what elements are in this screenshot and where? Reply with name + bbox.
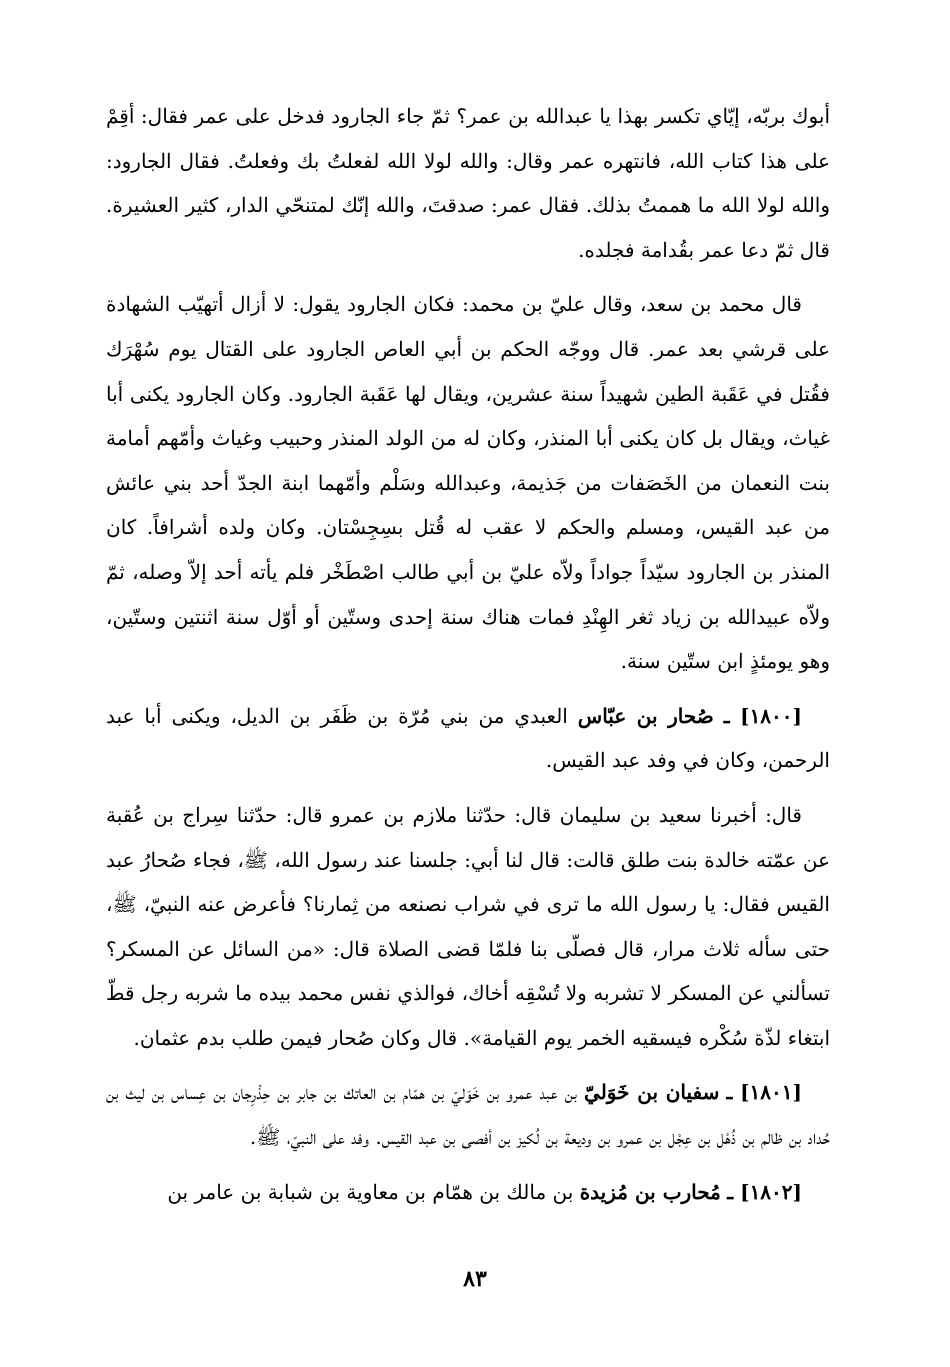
paragraph-umar-judgement — [106, 94, 830, 272]
paragraph-text: أبوك بربّه، إيّاي تكسر بهذا يا عبدالله بن عمر؟ ثمّ جاء الجارود فدخل على عمر فقال: أقِمْ على هذا كتاب الله، فانتهره عمر وقال: والله لولا الله لفعلتُ بك وفعلتُ. فقال الجارود: والله لولا الله ما هممتُ بذلك. فقال عمر: صدقتَ، والله إنّك لمتنحّي الدار، كثير العشيرة. قال ثمّ دعا عمر بقُدامة فجلده. — [106, 104, 831, 262]
paragraph-suhar-hadith — [106, 793, 830, 1061]
entry-text: بن عبد عمرو بن خَوَليّ بن همّام بن العاتك بن جابر بن حِذْرِجان بن عِساس بن ليث بن حُداد بن ظالم بن ذُهْل بن عِجْل بن عمرو بن وديعة بن لُكيز بن أفصى بن عبد القيس. وفد على النبيّ، ﷺ. — [106, 1080, 830, 1150]
entry-text: العبدي من بني مُرّة بن ظَفَر بن الديل، ويكنى أبا عبد الرحمن، وكان في وفد عبد القيس. — [106, 703, 830, 773]
entry-name: صُحار بن عبّاس — [577, 703, 714, 728]
paragraph-text: قال: أخبرنا سعيد بن سليمان قال: حدّثنا ملازم بن عمرو قال: حدّثنا سِراج بن عُقبة عن عمّته خالدة بنت طلق قالت: قال لنا أبي: جلسنا عند رسول الله، ﷺ، فجاء صُحارُ عبد القيس فقال: يا رسول الله ما ترى في شراب نصنعه من ثِمارنا؟ فأعرض عنه النبيّ، ﷺ، حتى سأله ثلاث مرار، قال فصلّى بنا فلمّا قضى الصلاة قال: «من السائل عن المسكر؟ تسألني عن المسكر لا تشربه ولا تُسْقِه أخاك، فوالذي نفس محمد بيده ما شربه رجل قطّ ابتغاء لذّة سُكْره فيسقيه الخمر يوم القيامة». قال وكان صُحار فيمن طلب بدم عثمان. — [106, 802, 830, 1050]
entry-name: سفيان بن خَوَليّ — [584, 1080, 720, 1105]
paragraph-text: قال محمد بن سعد، وقال عليّ بن محمد: فكان الجارود يقول: لا أزال أتهيّب الشهادة على قرشي بعد عمر. قال ووجّه الحكم بن أبي العاص الجارود على القتال يوم سُهْرَك فقُتل في عَقَبة الطين شهيداً سنة عشرين، ويقال لها عَقَبة الجارود. وكان الجارود يكنى أبا غياث، ويقال بل كان يكنى أبا المنذر، وكان له من الولد المنذر وحبيب وغياث وأمّهم أمامة بنت النعمان من الخَصَفات من جَذيمة، وعبدالله وسَلْم وأمّهما ابنة الجدّ أحد بني عائش من عبد القيس، ومسلم والحكم لا عقب له قُتل بسِجِسْتان. وكان ولده أشرافاً. كان المنذر بن الجارود سيّداً جواداً ولاّه عليّ بن أبي طالب اصْطَخْر فلم يأته أحد إلاّ وصله، ثمّ ولاّه عبيدالله بن زياد ثغر الهِنْدِ فمات هناك سنة إحدى وستّين أو أوّل سنة اثنتين وستّين، وهو يومئذٍ ابن ستّين سنة. — [106, 292, 830, 674]
entry-number: [١٨٠٢] ـ — [727, 1179, 802, 1204]
page-number: ٨٣ — [463, 1266, 487, 1292]
entry-1802 — [106, 1170, 830, 1215]
document-body — [106, 94, 830, 1214]
entry-number: [١٨٠١] ـ — [726, 1080, 802, 1105]
entry-1800 — [106, 694, 830, 783]
entry-text: بن مالك بن همّام بن معاوية بن شبابة بن عامر بن — [167, 1179, 574, 1204]
entry-1801 — [106, 1070, 830, 1159]
entry-name: مُحارب بن مُزيدة — [579, 1179, 721, 1204]
entry-number: [١٨٠٠] ـ — [723, 703, 802, 728]
paragraph-jarud-biography — [106, 282, 830, 683]
